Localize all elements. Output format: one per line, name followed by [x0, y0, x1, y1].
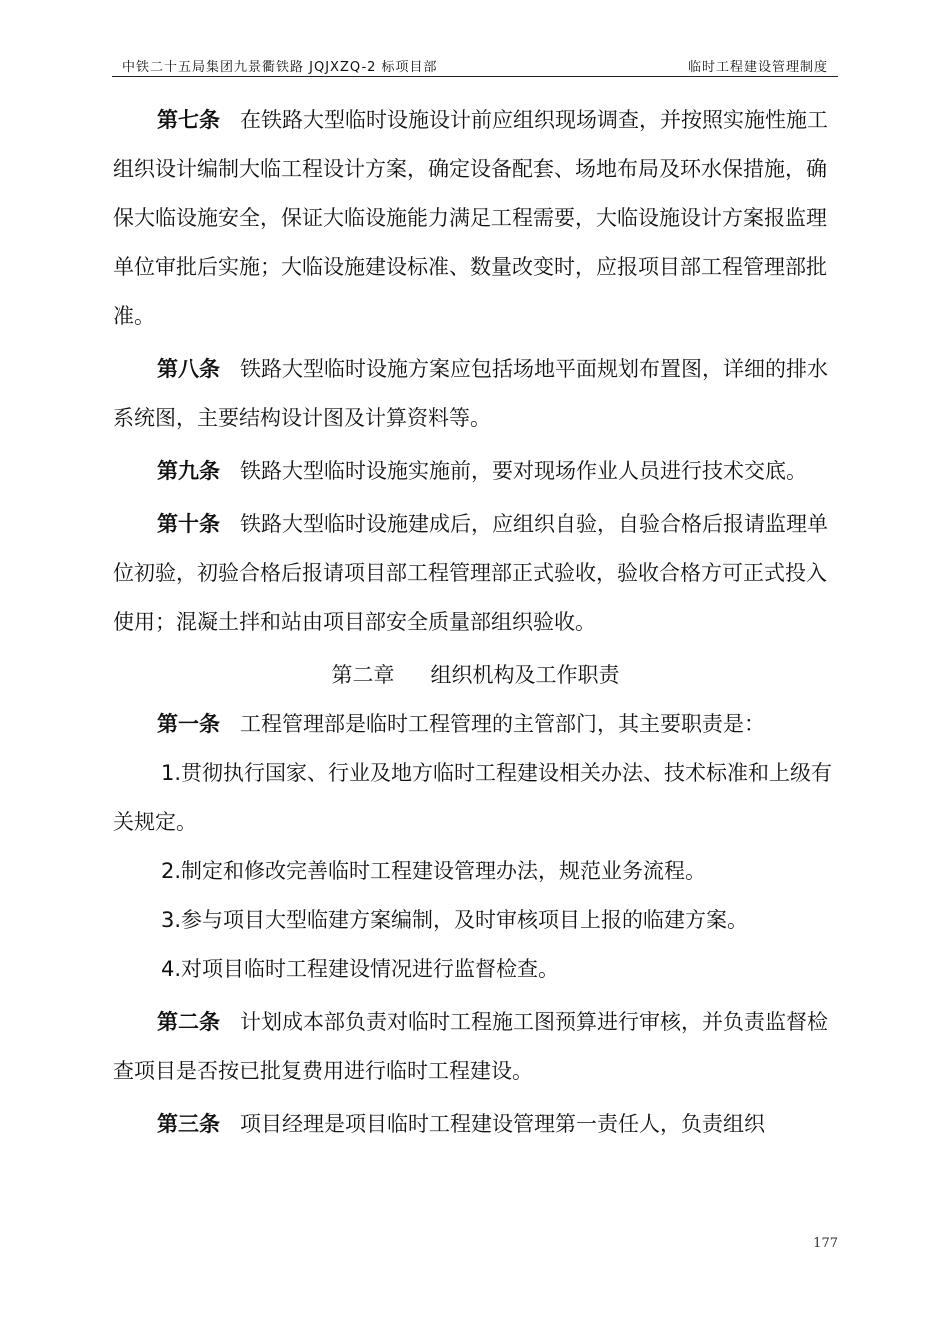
duty-item-4: 4.对项目临时工程建设情况进行监督检查。: [161, 957, 560, 981]
article-text: 计划成本部负责对临时工程施工图预算进行审核，并负责监督检查项目是否按已批复费用进行临时工程建设。: [113, 1010, 828, 1083]
article-7: [113, 96, 838, 341]
article-text: 工程管理部是临时工程管理的主管部门，其主要职责是：: [240, 712, 765, 736]
article-text: 铁路大型临时设施实施前，要对现场作业人员进行技术交底。: [240, 459, 807, 483]
article-number: 第十条: [157, 512, 220, 536]
article-10: [113, 500, 838, 647]
article-text: 在铁路大型临时设施设计前应组织现场调查，并按照实施性施工组织设计编制大临工程设计方案，确定设备配套、场地布局及环水保措施，确保大临设施安全，保证大临设施能力满足工程需要，大临设施设计方案报监理单位审批后实施；大临设施建设标准、数量改变时，应报项目部工程管理部批准。: [113, 108, 828, 328]
chapter2-article-1: [113, 700, 838, 749]
header-project-name: 中铁二十五局集团九景衢铁路 JQJXZQ-2 标项目部: [122, 60, 438, 75]
article-number: 第三条: [157, 1112, 220, 1136]
chapter2-article-2: [113, 998, 838, 1096]
chapter-heading: [113, 651, 838, 700]
article-9: [113, 447, 838, 496]
duty-item-2: 2.制定和修改完善临时工程建设管理办法，规范业务流程。: [161, 859, 707, 883]
chapter2-article-3: [113, 1100, 838, 1149]
article-number: 第一条: [157, 712, 220, 736]
article-text: 项目经理是项目临时工程建设管理第一责任人，负责组织: [240, 1112, 765, 1136]
article-number: 第二条: [157, 1010, 220, 1034]
article-text: 铁路大型临时设施方案应包括场地平面规划布置图，详细的排水系统图，主要结构设计图及计算资料等。: [113, 357, 828, 430]
header-document-title: 临时工程建设管理制度: [687, 60, 828, 75]
article-number: 第七条: [157, 108, 220, 132]
article-text: 铁路大型临时设施建成后，应组织自验，自验合格后报请监理单位初验，初验合格后报请项目部工程管理部正式验收，验收合格方可正式投入使用；混凝土拌和站由项目部安全质量部组织验收。: [113, 512, 828, 634]
article-number: 第八条: [157, 357, 220, 381]
page-number: 177: [813, 1236, 838, 1251]
duty-item-1: 1.贯彻执行国家、行业及地方临时工程建设相关办法、技术标准和上级有关规定。: [113, 761, 833, 834]
chapter-title: 组织机构及工作职责: [430, 663, 620, 687]
duty-item-3: 3.参与项目大型临建方案编制，及时审核项目上报的临建方案。: [161, 908, 749, 932]
chapter-number: 第二章: [331, 663, 395, 687]
page-header: [112, 52, 838, 77]
document-body: [113, 96, 838, 1149]
article-number: 第九条: [157, 459, 220, 483]
article-8: [113, 345, 838, 443]
